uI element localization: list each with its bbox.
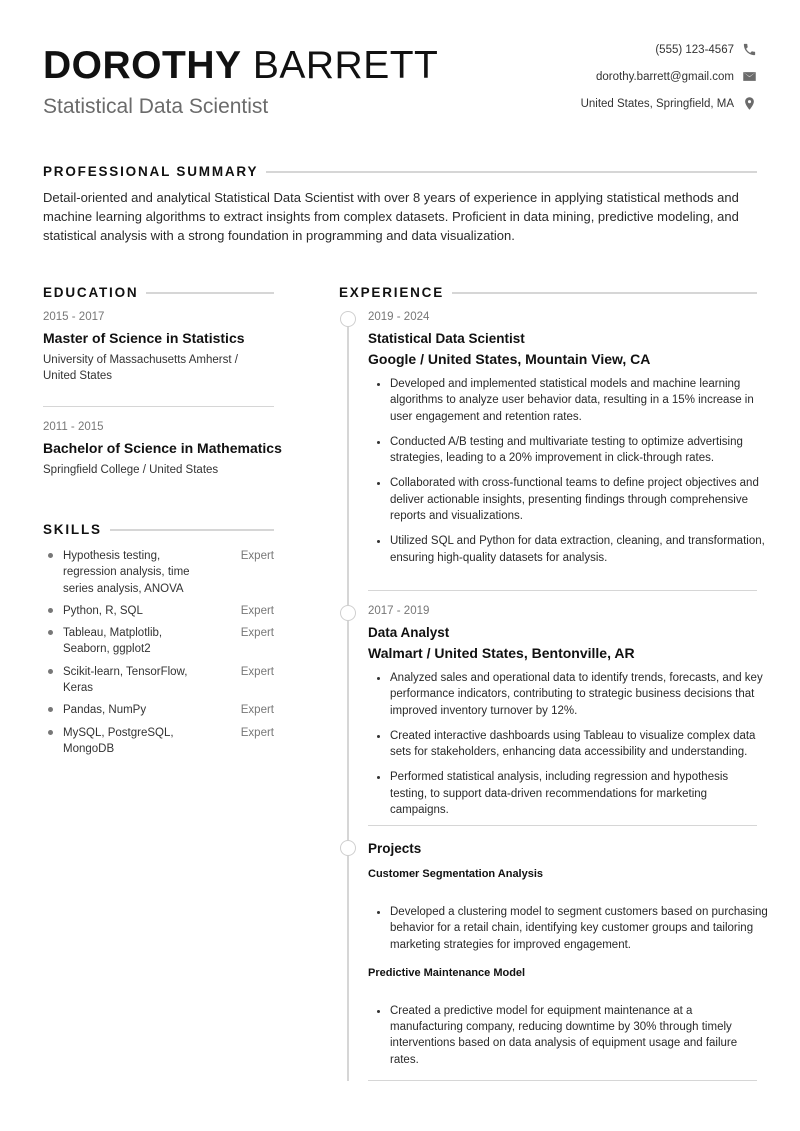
education-heading: EDUCATION <box>43 285 139 300</box>
skill-name: Python, R, SQL <box>63 604 143 617</box>
project-name: Predictive Maintenance Model <box>368 966 526 979</box>
skill-level: Expert <box>240 627 274 640</box>
contact-info <box>581 40 757 113</box>
skill-item <box>43 702 274 718</box>
projects-block <box>368 841 768 1077</box>
experience-divider <box>368 590 757 591</box>
section-divider <box>266 171 757 173</box>
skill-level: Expert <box>240 704 274 717</box>
bullet-icon <box>48 669 53 674</box>
education-dates: 2015 - 2017 <box>43 311 105 323</box>
timeline-node-icon <box>340 605 356 621</box>
timeline-node-icon <box>340 840 356 856</box>
location-text: United States, Springfield, MA <box>580 97 734 110</box>
map-pin-icon <box>742 96 757 111</box>
experience-company: Google / United States, Mountain View, CA <box>368 351 651 367</box>
summary-text: Detail-oriented and analytical Statistical Data Scientist with over 8 years of experience in applying statistical methods and machine learning algorithms to extract insights from complex datasets. Proficient in data mining, predictive modeling, and statistical analysis with a strong foundation in programming and data visualization. <box>43 190 739 243</box>
section-divider <box>452 292 757 294</box>
last-name: BARRETT <box>252 44 439 87</box>
summary-section-header <box>43 164 757 179</box>
education-item <box>43 311 274 384</box>
section-divider <box>146 292 274 294</box>
experience-section-header <box>339 285 757 300</box>
experience-company: Walmart / United States, Bentonville, AR <box>368 645 635 661</box>
job-title: Statistical Data Scientist <box>43 95 269 118</box>
education-degree: Bachelor of Science in Mathematics <box>43 440 282 456</box>
phone-icon <box>742 42 757 57</box>
experience-item <box>368 311 768 575</box>
experience-role: Statistical Data Scientist <box>368 331 525 346</box>
timeline-node-icon <box>340 311 356 327</box>
bullet-item: Developed and implemented statistical models and machine learning algorithms to analyze user behavior data, resulting in a 15% increase in user engagement and retention rates. <box>368 376 768 425</box>
experience-bullets <box>368 376 768 566</box>
project-bullets <box>368 1003 768 1068</box>
education-item <box>43 421 282 478</box>
skill-item <box>43 625 274 658</box>
bullet-item: Developed a clustering model to segment customers based on purchasing behavior for a retail chain, identifying key customer groups and tailoring marketing strategies for improved engagement. <box>368 904 768 953</box>
skills-heading: SKILLS <box>43 522 102 537</box>
skills-list <box>43 548 274 763</box>
candidate-name <box>43 44 438 88</box>
education-section-header <box>43 285 274 300</box>
bullet-icon <box>48 608 53 613</box>
skill-level: Expert <box>240 604 274 617</box>
bullet-icon <box>48 707 53 712</box>
project-name: Customer Segmentation Analysis <box>368 868 544 880</box>
contact-email <box>596 67 757 86</box>
education-divider <box>43 406 274 407</box>
skills-section-header <box>43 522 274 537</box>
education-degree: Master of Science in Statistics <box>43 330 245 346</box>
education-school: Springfield College / United States <box>43 464 219 476</box>
skill-level: Expert <box>240 550 274 562</box>
experience-dates: 2017 - 2019 <box>368 605 430 617</box>
bullet-item: Created interactive dashboards using Tableau to visualize complex data sets for stakeholders, enhancing data accessibility and understanding. <box>368 728 768 761</box>
skill-item <box>43 664 274 697</box>
experience-divider <box>368 825 757 826</box>
bullet-item: Performed statistical analysis, including regression and hypothesis testing, to support data-driven recommendations for marketing campaigns. <box>368 769 768 818</box>
bullet-item: Utilized SQL and Python for data extraction, cleaning, and transformation, ensuring high-quality datasets for analysis. <box>368 533 768 566</box>
project-bullets <box>368 904 768 953</box>
bullet-item: Created a predictive model for equipment maintenance at a manufacturing company, reducing downtime by 30% through timely interventions based on data analysis of equipment usage and failure rates. <box>368 1003 768 1068</box>
skill-name: Pandas, NumPy <box>63 704 147 717</box>
bullet-icon <box>48 630 53 635</box>
contact-location <box>581 94 757 113</box>
skill-level: Expert <box>240 665 274 678</box>
skill-item <box>43 548 274 597</box>
timeline-line <box>347 326 349 1081</box>
section-divider <box>110 529 274 531</box>
experience-role: Data Analyst <box>368 625 450 640</box>
skill-name: MySQL, PostgreSQL, MongoDB <box>63 726 174 755</box>
skill-level: Expert <box>240 726 274 739</box>
education-school: University of Massachusetts Amherst / United States <box>43 354 238 382</box>
experience-heading: EXPERIENCE <box>339 285 445 300</box>
education-dates: 2011 - 2015 <box>43 421 104 433</box>
summary-heading: PROFESSIONAL SUMMARY <box>43 164 259 179</box>
skill-item <box>43 603 274 619</box>
projects-heading: Projects <box>368 841 422 856</box>
skill-name: Hypothesis testing, regression analysis, time series analysis, ANOVA <box>63 550 190 595</box>
projects-divider <box>368 1080 757 1081</box>
first-name: DOROTHY <box>43 44 242 87</box>
envelope-icon <box>742 69 757 84</box>
bullet-item: Collaborated with cross-functional teams to define project objectives and deliver actionable insights, presenting findings through comprehensive reports and visualizations. <box>368 475 768 524</box>
experience-dates: 2019 - 2024 <box>368 311 430 323</box>
experience-item <box>368 605 768 827</box>
bullet-icon <box>48 730 53 735</box>
contact-phone <box>655 40 757 59</box>
phone-text[interactable]: (555) 123-4567 <box>655 43 734 56</box>
skill-item <box>43 725 274 758</box>
skill-name: Tableau, Matplotlib, Seaborn, ggplot2 <box>63 627 163 656</box>
experience-bullets <box>368 670 768 818</box>
bullet-item: Conducted A/B testing and multivariate testing to optimize advertising strategies, leading to a 20% improvement in click-through rates. <box>368 434 768 467</box>
bullet-item: Analyzed sales and operational data to identify trends, forecasts, and key performance indicators, contributing to strategic business decisions that improved inventory turnover by 12%. <box>368 670 768 719</box>
bullet-icon <box>48 553 53 558</box>
skill-name: Scikit-learn, TensorFlow, Keras <box>63 665 188 695</box>
email-text[interactable]: dorothy.barrett@gmail.com <box>595 70 734 83</box>
